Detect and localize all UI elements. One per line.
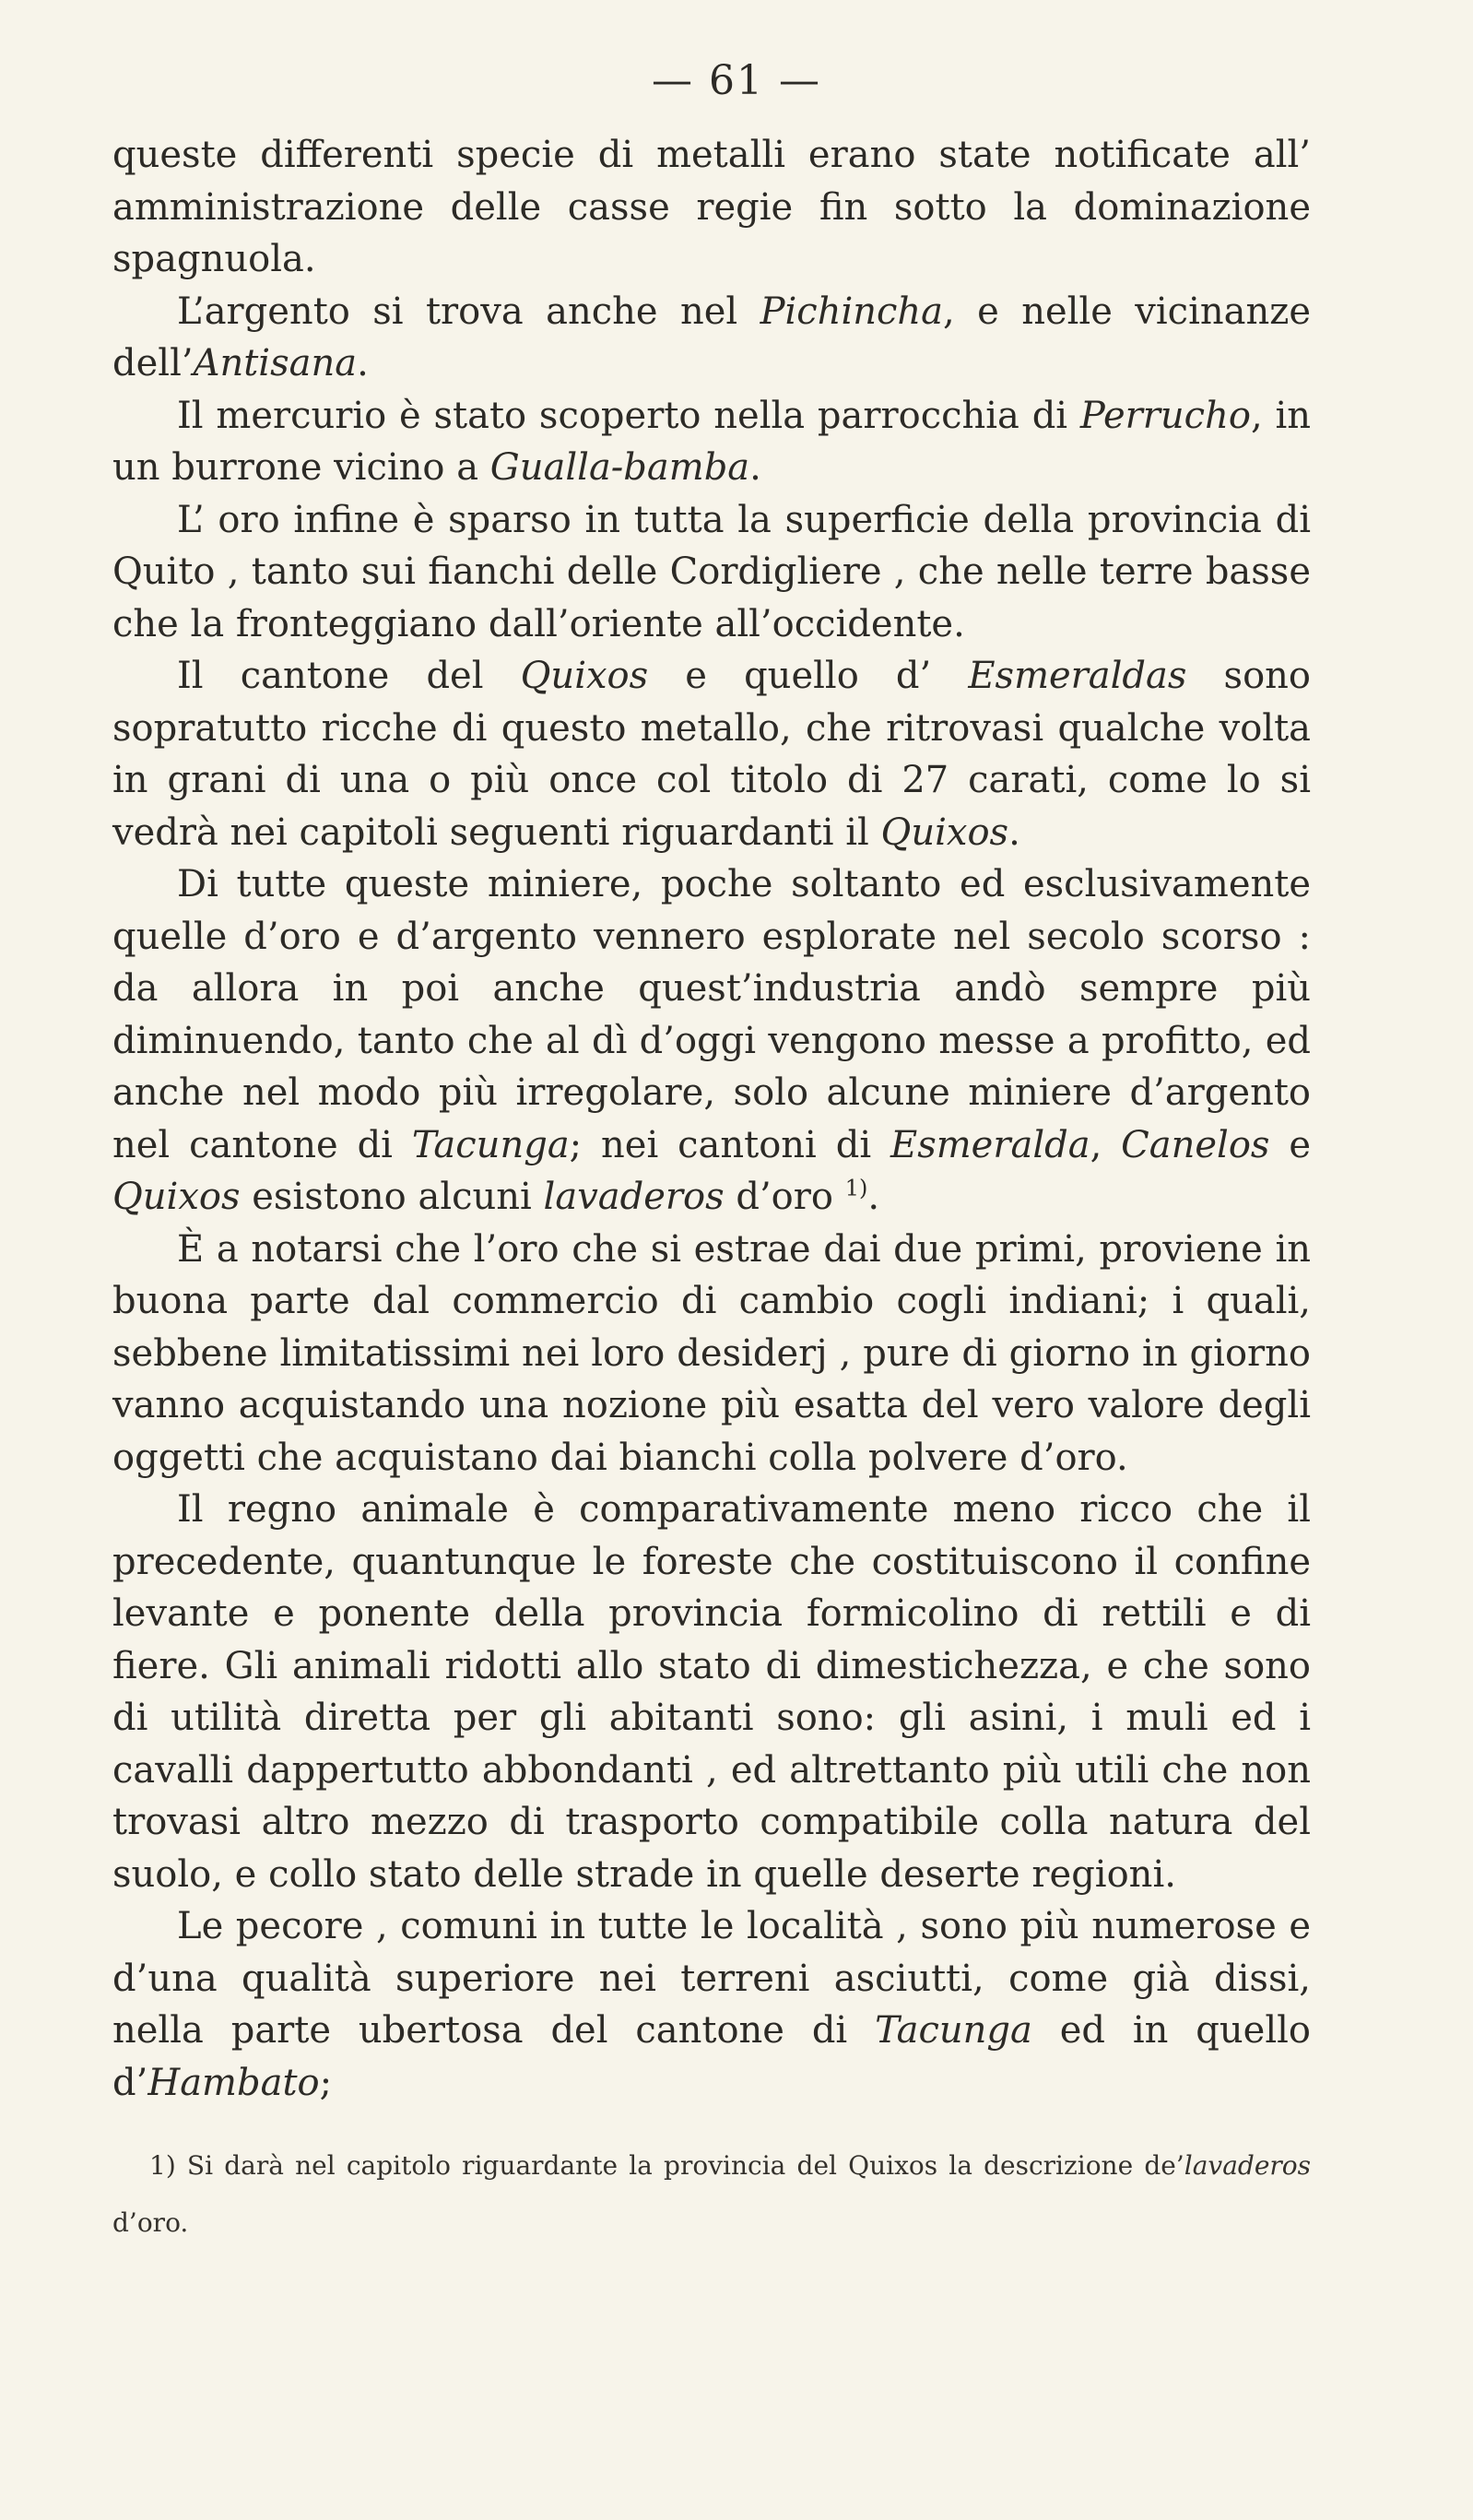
text-run: Il mercurio è stato scoperto nella parrocchia di	[177, 394, 1080, 437]
text-run: Di tutte queste miniere, poche soltanto ed esclusivamente quelle d’oro e d’argento vennero esplorate nel secolo scorso : da allora in poi anche quest’industria andò sempre più diminuendo, tanto che al dì d’oggi vengono messe a profitto, ed anche nel modo più irregolare, solo alcune miniere d’argento nel cantone di	[112, 863, 1311, 1166]
italic-term: Quixos	[520, 655, 649, 697]
text-run: d’oro	[724, 1176, 845, 1218]
paragraph	[112, 650, 1311, 858]
text-run: 1) Si darà nel capitolo riguardante la provincia del Quixos la descrizione de’	[149, 2150, 1184, 2181]
text-run: d’oro.	[112, 2207, 189, 2238]
text-run: L’argento si trova anche nel	[177, 290, 760, 333]
paragraph	[112, 494, 1311, 651]
paragraph	[112, 286, 1311, 390]
text-run: È a notarsi che l’oro che si estrae dai due primi, proviene in buona parte dal commercio di cambio cogli indiani; i quali, sebbene limitatissimi nei loro desiderj , pure di giorno in giorno vanno acquistando una nozione più esatta del vero valore degli oggetti che acquistano dai bianchi colla polvere d’oro.	[112, 1227, 1311, 1479]
text-run: .	[357, 342, 369, 385]
paragraph	[112, 1484, 1311, 1900]
page-number: — 61 —	[652, 57, 821, 104]
italic-term: Gualla-bamba	[489, 446, 750, 489]
paragraph	[112, 1900, 1311, 2109]
text-run: ed in quello d’	[112, 2009, 1311, 2104]
italic-term: Canelos	[1121, 1123, 1270, 1166]
text-run: ; nei cantoni di	[569, 1123, 891, 1166]
italic-term: Antisana	[193, 342, 358, 385]
italic-term: lavaderos	[543, 1176, 725, 1218]
text-run: sono sopratutto ricche di questo metallo, che ritrovasi qualche volta in grani di una o più once col titolo di 27 carati, come lo si vedrà nei capitoli seguenti riguardanti il	[112, 655, 1311, 854]
paragraph	[112, 858, 1311, 1224]
footnote-reference: 1)	[844, 1175, 868, 1201]
text-run: L’ oro infine è sparso in tutta la superficie della provincia di Quito , tanto sui fianchi delle Cordigliere , che nelle terre basse che la fronteggiano dall’oriente all’occidente.	[112, 498, 1311, 645]
italic-term: Pichincha	[760, 290, 944, 333]
text-run: esistono alcuni	[240, 1176, 544, 1218]
paragraph	[112, 390, 1311, 494]
text-run: .	[749, 446, 761, 489]
text-run: Il cantone del	[177, 655, 521, 697]
italic-term: Quixos	[112, 1176, 241, 1218]
italic-term: Esmeralda	[890, 1123, 1090, 1166]
footnote	[112, 2137, 1311, 2252]
italic-term: Tacunga	[875, 2009, 1032, 2052]
paragraph	[112, 1224, 1311, 1485]
paragraph	[112, 129, 1311, 286]
text-run: e quello d’	[648, 655, 969, 697]
italic-term: Perrucho	[1079, 394, 1251, 437]
text-run: Le pecore , comuni in tutte le località , sono più numerose e d’una qualità superiore nei terreni asciutti, come già dissi, nella parte ubertosa del cantone di	[112, 1905, 1311, 2052]
text-run: , in un burrone vicino a	[112, 394, 1311, 489]
italic-term: Tacunga	[411, 1123, 570, 1166]
text-run: ,	[1090, 1123, 1122, 1166]
italic-term: Hambato	[147, 2061, 320, 2104]
text-run: .	[1008, 810, 1020, 854]
text-run: queste differenti specie di metalli erano state notificate all’ amministrazione delle casse regie fin sotto la dominazione spagnuola.	[112, 134, 1311, 280]
italic-term: Quixos	[880, 810, 1009, 854]
body-text	[112, 129, 1311, 2109]
italic-term: Esmeraldas	[968, 655, 1187, 697]
text-run: Il regno animale è comparativamente meno ricco che il precedente, quantunque le foreste che costituiscono il confine levante e ponente della provincia formicolino di rettili e di fiere. Gli animali ridotti allo stato di dimestichezza, e che sono di utilità diretta per gli abitanti sono: gli asini, i muli ed i cavalli dappertutto abbondanti , ed altrettanto più utili che non trovasi altro mezzo di trasporto compatibile colla natura del suolo, e collo stato delle strade in quelle deserte regioni.	[112, 1488, 1311, 1896]
italic-term: lavaderos	[1184, 2150, 1311, 2181]
text-run: .	[867, 1176, 880, 1218]
text-run: , e nelle vicinanze dell’	[112, 290, 1311, 385]
text-run: ;	[319, 2061, 333, 2104]
text-run: e	[1269, 1123, 1312, 1166]
